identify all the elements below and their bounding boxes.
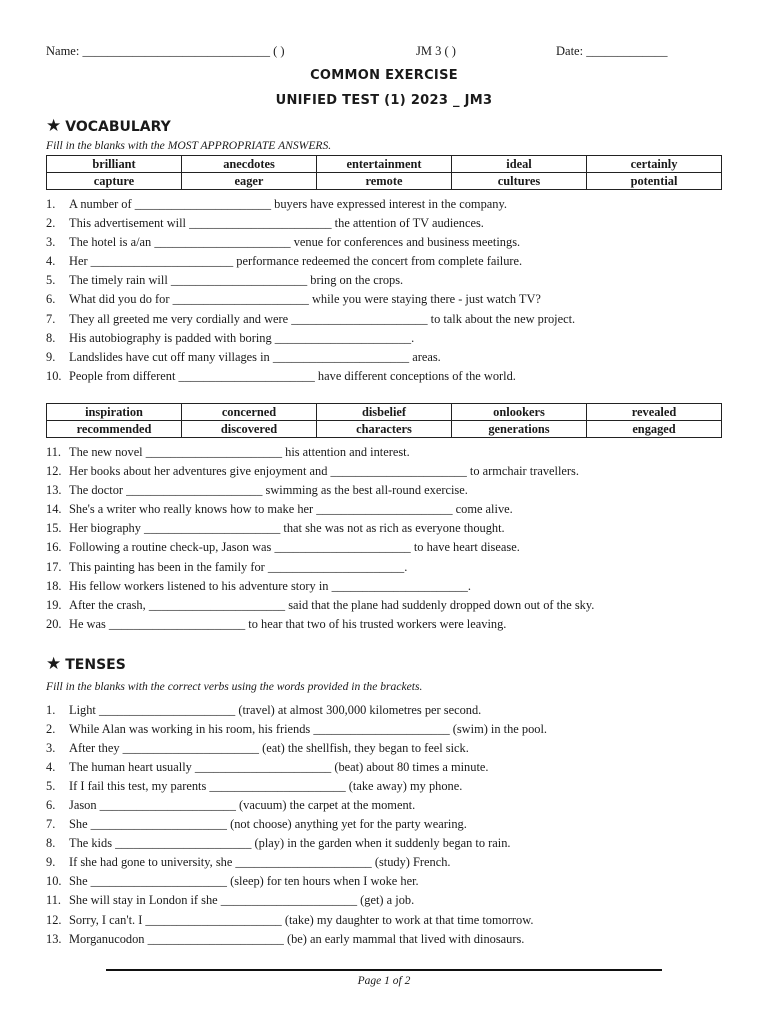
word-bank-row xyxy=(47,156,722,173)
question-item xyxy=(46,369,726,388)
question-text: She ______________________ (sleep) for ten hours when I woke her. xyxy=(69,874,419,889)
question-number: 6. xyxy=(46,292,56,307)
question-item xyxy=(46,913,726,932)
question-text: Her biography ______________________ that she was not as rich as everyone thought. xyxy=(69,521,505,536)
word-bank-cell: anecdotes xyxy=(182,156,317,173)
question-item xyxy=(46,779,726,798)
question-text: Morganucodon ______________________ (be) an early mammal that lived with dinosaurs. xyxy=(69,931,525,946)
question-text: What did you do for ______________________ while you were staying there - just watch TV? xyxy=(69,292,541,307)
question-text: Sorry, I can't. I ______________________ (take) my daughter to work at that time tomorrow. xyxy=(69,912,534,927)
question-text: She's a writer who really knows how to make her ______________________ come alive. xyxy=(69,502,513,517)
question-item xyxy=(46,617,726,636)
question-text: The human heart usually ______________________ (beat) about 80 times a minute. xyxy=(69,760,489,775)
question-item xyxy=(46,521,726,540)
question-text: Landslides have cut off many villages in ______________________ areas. xyxy=(69,349,441,364)
word-bank-cell: generations xyxy=(452,421,587,438)
question-text: The new novel ______________________ his attention and interest. xyxy=(69,445,410,459)
word-bank-cell: recommended xyxy=(47,421,182,438)
star-icon: ★ xyxy=(46,654,62,674)
question-number: 3. xyxy=(46,741,56,756)
question-item xyxy=(46,893,726,912)
question-number: 6. xyxy=(46,798,56,813)
question-item xyxy=(46,235,726,254)
question-item xyxy=(46,445,726,464)
question-item xyxy=(46,464,726,483)
question-text: His fellow workers listened to his adventure story in ______________________. xyxy=(69,578,471,593)
question-number: 12. xyxy=(46,464,62,479)
date-field: Date: _____________ xyxy=(556,44,668,58)
question-item xyxy=(46,932,726,951)
tenses-instruction: Fill in the blanks with the correct verbs using the words provided in the brackets. xyxy=(46,680,423,693)
word-bank-cell: disbelief xyxy=(317,404,452,421)
question-number: 9. xyxy=(46,349,56,364)
footer-divider xyxy=(106,969,662,971)
doc-title: COMMON EXERCISE xyxy=(310,68,458,83)
question-number: 2. xyxy=(46,216,56,231)
question-item xyxy=(46,292,726,311)
star-icon: ★ xyxy=(46,116,62,136)
question-text: Her _______________________ performance redeemed the concert from complete failure. xyxy=(69,254,523,269)
question-number: 3. xyxy=(46,235,56,250)
word-bank-cell: remote xyxy=(317,173,452,190)
question-item xyxy=(46,483,726,502)
question-item xyxy=(46,216,726,235)
word-bank-cell: eager xyxy=(182,173,317,190)
question-item xyxy=(46,560,726,579)
word-bank-cell: certainly xyxy=(587,156,722,173)
question-item xyxy=(46,760,726,779)
question-text: His autobiography is padded with boring ______________________. xyxy=(69,330,415,345)
question-text: They all greeted me very cordially and were ______________________ to talk about the new project. xyxy=(69,311,576,326)
question-number: 4. xyxy=(46,254,56,269)
question-number: 16. xyxy=(46,540,62,555)
question-item xyxy=(46,312,726,331)
question-text: She ______________________ (not choose) anything yet for the party wearing. xyxy=(69,817,467,832)
question-number: 18. xyxy=(46,578,62,593)
question-item xyxy=(46,874,726,893)
question-text: The hotel is a/an ______________________ venue for conferences and business meetings. xyxy=(69,235,521,250)
word-bank-cell: onlookers xyxy=(452,404,587,421)
question-text: Following a routine check-up, Jason was ______________________ to have heart disease. xyxy=(69,540,520,555)
question-text: While Alan was working in his room, his friends ______________________ (swim) in the pool. xyxy=(69,722,548,737)
question-number: 10. xyxy=(46,368,62,383)
word-bank-cell: cultures xyxy=(452,173,587,190)
question-number: 13. xyxy=(46,483,62,498)
question-text: After the crash, ______________________ said that the plane had suddenly dropped down out of the sky. xyxy=(69,597,595,612)
vocab-heading-text: VOCABULARY xyxy=(65,119,171,135)
question-number: 8. xyxy=(46,836,56,851)
vocab-questions-2 xyxy=(46,445,726,636)
question-text: The kids ______________________ (play) in the garden when it suddenly began to rain. xyxy=(69,836,511,851)
question-item xyxy=(46,836,726,855)
word-bank-cell: discovered xyxy=(182,421,317,438)
question-text: Her books about her adventures give enjoyment and ______________________ to armchair travellers. xyxy=(69,464,579,479)
question-item xyxy=(46,350,726,369)
question-number: 8. xyxy=(46,330,56,345)
question-text: A number of ______________________ buyers have expressed interest in the company. xyxy=(69,197,507,211)
question-number: 10. xyxy=(46,874,62,889)
word-bank-1 xyxy=(46,155,722,190)
question-number: 14. xyxy=(46,502,62,517)
word-bank-row xyxy=(47,404,722,421)
word-bank-2 xyxy=(46,403,722,438)
question-text: If she had gone to university, she ______________________ (study) French. xyxy=(69,855,451,870)
question-text: The timely rain will ______________________ bring on the crops. xyxy=(69,273,404,288)
word-bank-cell: characters xyxy=(317,421,452,438)
question-item xyxy=(46,855,726,874)
question-number: 9. xyxy=(46,855,56,870)
page-number: Page 1 of 2 xyxy=(357,975,411,987)
question-item xyxy=(46,331,726,350)
question-number: 17. xyxy=(46,559,62,574)
question-number: 5. xyxy=(46,779,56,794)
question-item xyxy=(46,741,726,760)
word-bank-cell: entertainment xyxy=(317,156,452,173)
question-item xyxy=(46,722,726,741)
word-bank-cell: ideal xyxy=(452,156,587,173)
question-item xyxy=(46,540,726,559)
question-number: 13. xyxy=(46,931,62,946)
word-bank-row xyxy=(47,173,722,190)
question-number: 19. xyxy=(46,597,62,612)
question-text: If I fail this test, my parents ______________________ (take away) my phone. xyxy=(69,779,463,794)
question-item xyxy=(46,579,726,598)
tenses-heading-text: TENSES xyxy=(65,657,126,673)
question-number: 15. xyxy=(46,521,62,536)
word-bank-cell: concerned xyxy=(182,404,317,421)
question-number: 20. xyxy=(46,616,62,631)
question-item xyxy=(46,703,726,722)
word-bank-cell: revealed xyxy=(587,404,722,421)
word-bank-cell: engaged xyxy=(587,421,722,438)
question-number: 2. xyxy=(46,722,56,737)
name-field: Name: ______________________________ ( ) xyxy=(46,44,285,58)
question-text: This painting has been in the family for ______________________. xyxy=(69,559,408,574)
vocab-questions-1 xyxy=(46,197,726,388)
question-text: After they ______________________ (eat) the shellfish, they began to feel sick. xyxy=(69,741,469,756)
question-item xyxy=(46,273,726,292)
question-item xyxy=(46,798,726,817)
question-number: 5. xyxy=(46,273,56,288)
vocab-heading xyxy=(46,116,171,136)
header-fields xyxy=(46,44,722,62)
doc-subtitle: UNIFIED TEST (1) 2023 _ JM3 xyxy=(275,93,493,108)
question-number: 12. xyxy=(46,912,62,927)
question-item xyxy=(46,197,726,216)
question-text: Light ______________________ (travel) at almost 300,000 kilometres per second. xyxy=(69,703,482,717)
tenses-questions xyxy=(46,703,726,951)
question-number: 7. xyxy=(46,817,56,832)
word-bank-row xyxy=(47,421,722,438)
question-text: This advertisement will _______________________ the attention of TV audiences. xyxy=(69,216,484,231)
question-item xyxy=(46,598,726,617)
question-number: 1. xyxy=(46,703,56,717)
question-text: Jason ______________________ (vacuum) the carpet at the moment. xyxy=(69,798,416,813)
question-item xyxy=(46,502,726,521)
class-field: JM 3 ( ) xyxy=(416,44,456,58)
question-number: 11. xyxy=(46,893,62,908)
vocab-instruction: Fill in the blanks with the MOST APPROPRIATE ANSWERS. xyxy=(46,139,332,152)
question-text: The doctor ______________________ swimming as the best all-round exercise. xyxy=(69,483,468,498)
word-bank-cell: inspiration xyxy=(47,404,182,421)
question-text: People from different ______________________ have different conceptions of the world. xyxy=(69,368,516,383)
question-number: 1. xyxy=(46,197,56,211)
word-bank-cell: capture xyxy=(47,173,182,190)
word-bank-cell: potential xyxy=(587,173,722,190)
question-text: She will stay in London if she ______________________ (get) a job. xyxy=(69,893,415,908)
question-number: 7. xyxy=(46,311,56,326)
word-bank-cell: brilliant xyxy=(47,156,182,173)
question-text: He was ______________________ to hear that two of his trusted workers were leaving. xyxy=(69,616,507,631)
question-item xyxy=(46,254,726,273)
question-number: 11. xyxy=(46,445,62,459)
question-item xyxy=(46,817,726,836)
question-number: 4. xyxy=(46,760,56,775)
tenses-heading xyxy=(46,654,126,674)
